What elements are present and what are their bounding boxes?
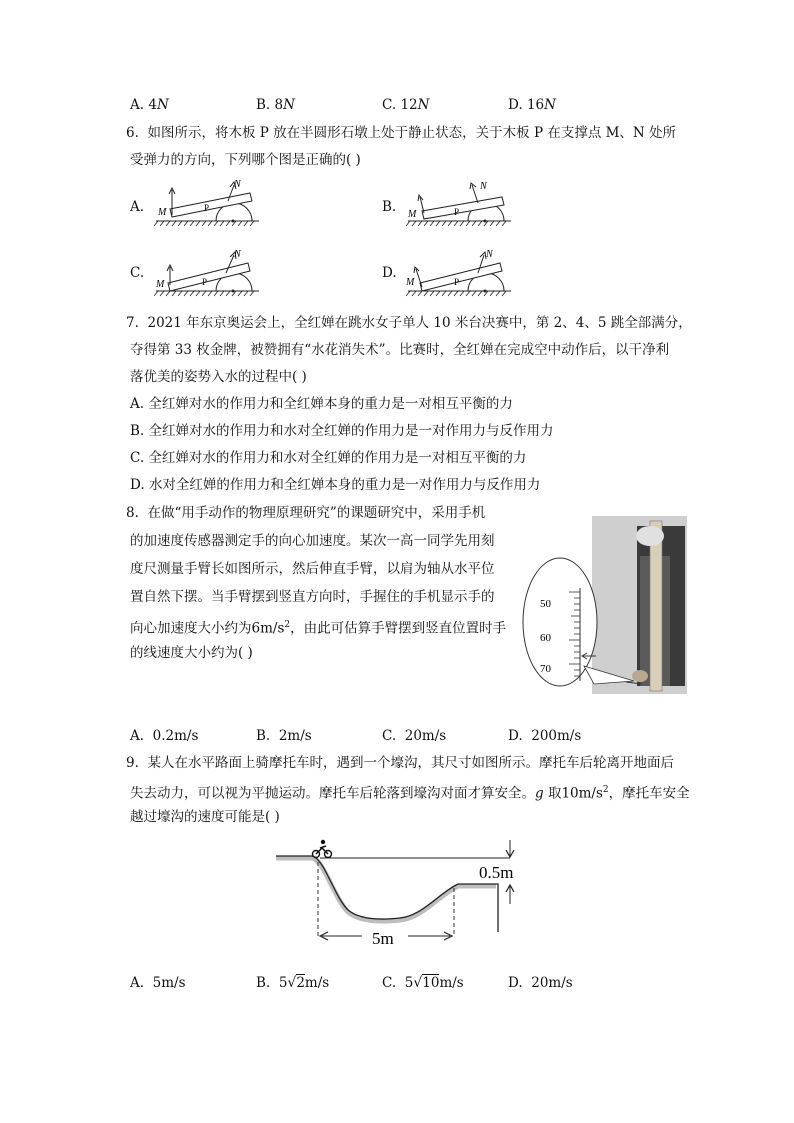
q8-option-c: C. 20m/s [382, 728, 447, 744]
q6-option-c-label: C. [130, 265, 145, 281]
q6a-label-n: N [234, 179, 241, 190]
q7-stem-line3: 落优美的姿势入水的过程中( ) [130, 369, 307, 385]
q6d-label-n: N [486, 249, 493, 260]
q8-stem-line5: 向心加速度大小约为$6m/s^2$，由此可估算手臂摆到竖直位置时手 [130, 620, 507, 637]
q8-option-a: A. 0.2m/s [130, 728, 199, 744]
q9-stem-line2: 失去动力，可以视为平抛运动。摩托车后轮落到壕沟对面才算安全。g 取$10m/s^2$，摩托车安全 [130, 785, 690, 802]
q9-stem-line3: 越过壕沟的速度可能是( ) [130, 809, 280, 825]
ruler-label-60: 60 [540, 632, 551, 644]
q5-option-a: A. 4N [130, 97, 169, 113]
q8-arm-ruler-figure [522, 516, 692, 696]
q7-option-c: C. 全红婵对水的作用力和水对全红婵的作用力是一对相互平衡的力 [130, 450, 527, 466]
q8-stem-line3: 度尺测量手臂长如图所示，然后伸直手臂，以肩为轴从水平位 [130, 561, 495, 577]
motorcycle-icon [313, 840, 332, 858]
q9-option-b: B. 5√2m/s [256, 975, 330, 991]
q5-option-d: D. 16N [508, 97, 556, 113]
q9-option-c: C. 5√10m/s [382, 975, 464, 991]
q6c-label-n: N [234, 249, 241, 260]
q6-stem-line2: 受弹力的方向，下列哪个图是正确的( ) [130, 152, 361, 168]
q9-option-a: A. 5m/s [130, 975, 186, 991]
q6-option-a-label: A. [130, 199, 145, 215]
q6b-label-m: M [408, 209, 417, 220]
q6c-label-m: M [156, 279, 165, 290]
q6-figure-d [406, 243, 516, 298]
q9-ditch-figure [272, 836, 532, 948]
q6-stem-line1: 6. 如图所示，将木板 P 放在半圆形石墩上处于静止状态，关于木板 P 在支撑点 M、N 处所 [126, 125, 677, 141]
q6-option-b-label: B. [382, 199, 397, 215]
q9-option-d: D. 20m/s [508, 975, 573, 991]
q6-figure-a [154, 175, 264, 230]
q6d-label-p: P [454, 277, 460, 287]
ruler-label-50: 50 [540, 598, 551, 610]
q8-stem-line4: 置自然下摆。当手臂摆到竖直方向时，手握住的手机显示手的 [130, 589, 495, 605]
q8-option-d: D. 200m/s [508, 728, 582, 744]
q6-figure-c [154, 243, 264, 298]
q5-option-c: C. 12N [382, 97, 430, 113]
q6b-label-n: N [480, 181, 487, 192]
q6b-label-p: P [454, 207, 460, 217]
q6-option-d-label: D. [382, 265, 397, 281]
q9-width-label: 5m [372, 929, 394, 948]
q6a-label-m: M [158, 207, 167, 218]
q8-option-b: B. 2m/s [256, 728, 312, 744]
q5-option-b: B. 8N [256, 97, 295, 113]
ruler-label-70: 70 [540, 663, 551, 675]
q7-option-d: D. 水对全红婵的作用力和全红婵本身的重力是一对作用力与反作用力 [130, 477, 541, 493]
q8-stem-line2: 的加速度传感器测定手的向心加速度。某次一高一同学先用刻 [130, 533, 495, 549]
q8-stem-line1: 8. 在做“用手动作的物理原理研究”的课题研究中，采用手机 [126, 505, 486, 521]
q8-stem-line6: 的线速度大小约为( ) [130, 645, 253, 661]
q9-stem-line1: 9. 某人在水平路面上骑摩托车时，遇到一个壕沟，其尺寸如图所示。摩托车后轮离开地面后 [126, 755, 674, 771]
q7-option-b: B. 全红婵对水的作用力和水对全红婵的作用力是一对作用力与反作用力 [130, 423, 554, 439]
q7-stem-line2: 夺得第 33 枚金牌，被赞拥有“水花消失术”。比赛时，全红婵在完成空中动作后，以干净利 [130, 342, 670, 358]
q6-figure-b [406, 175, 516, 230]
q6d-label-m: M [406, 277, 415, 288]
q9-height-label: 0.5m [479, 863, 514, 882]
q6a-label-p: P [204, 203, 210, 213]
q6c-label-p: P [202, 277, 208, 287]
q7-option-a: A. 全红婵对水的作用力和全红婵本身的重力是一对相互平衡的力 [130, 396, 513, 412]
q7-stem-line1: 7. 2021 年东京奥运会上，全红婵在跳水女子单人 10 米台决赛中，第 2、4、5 跳全部满分， [126, 315, 692, 331]
